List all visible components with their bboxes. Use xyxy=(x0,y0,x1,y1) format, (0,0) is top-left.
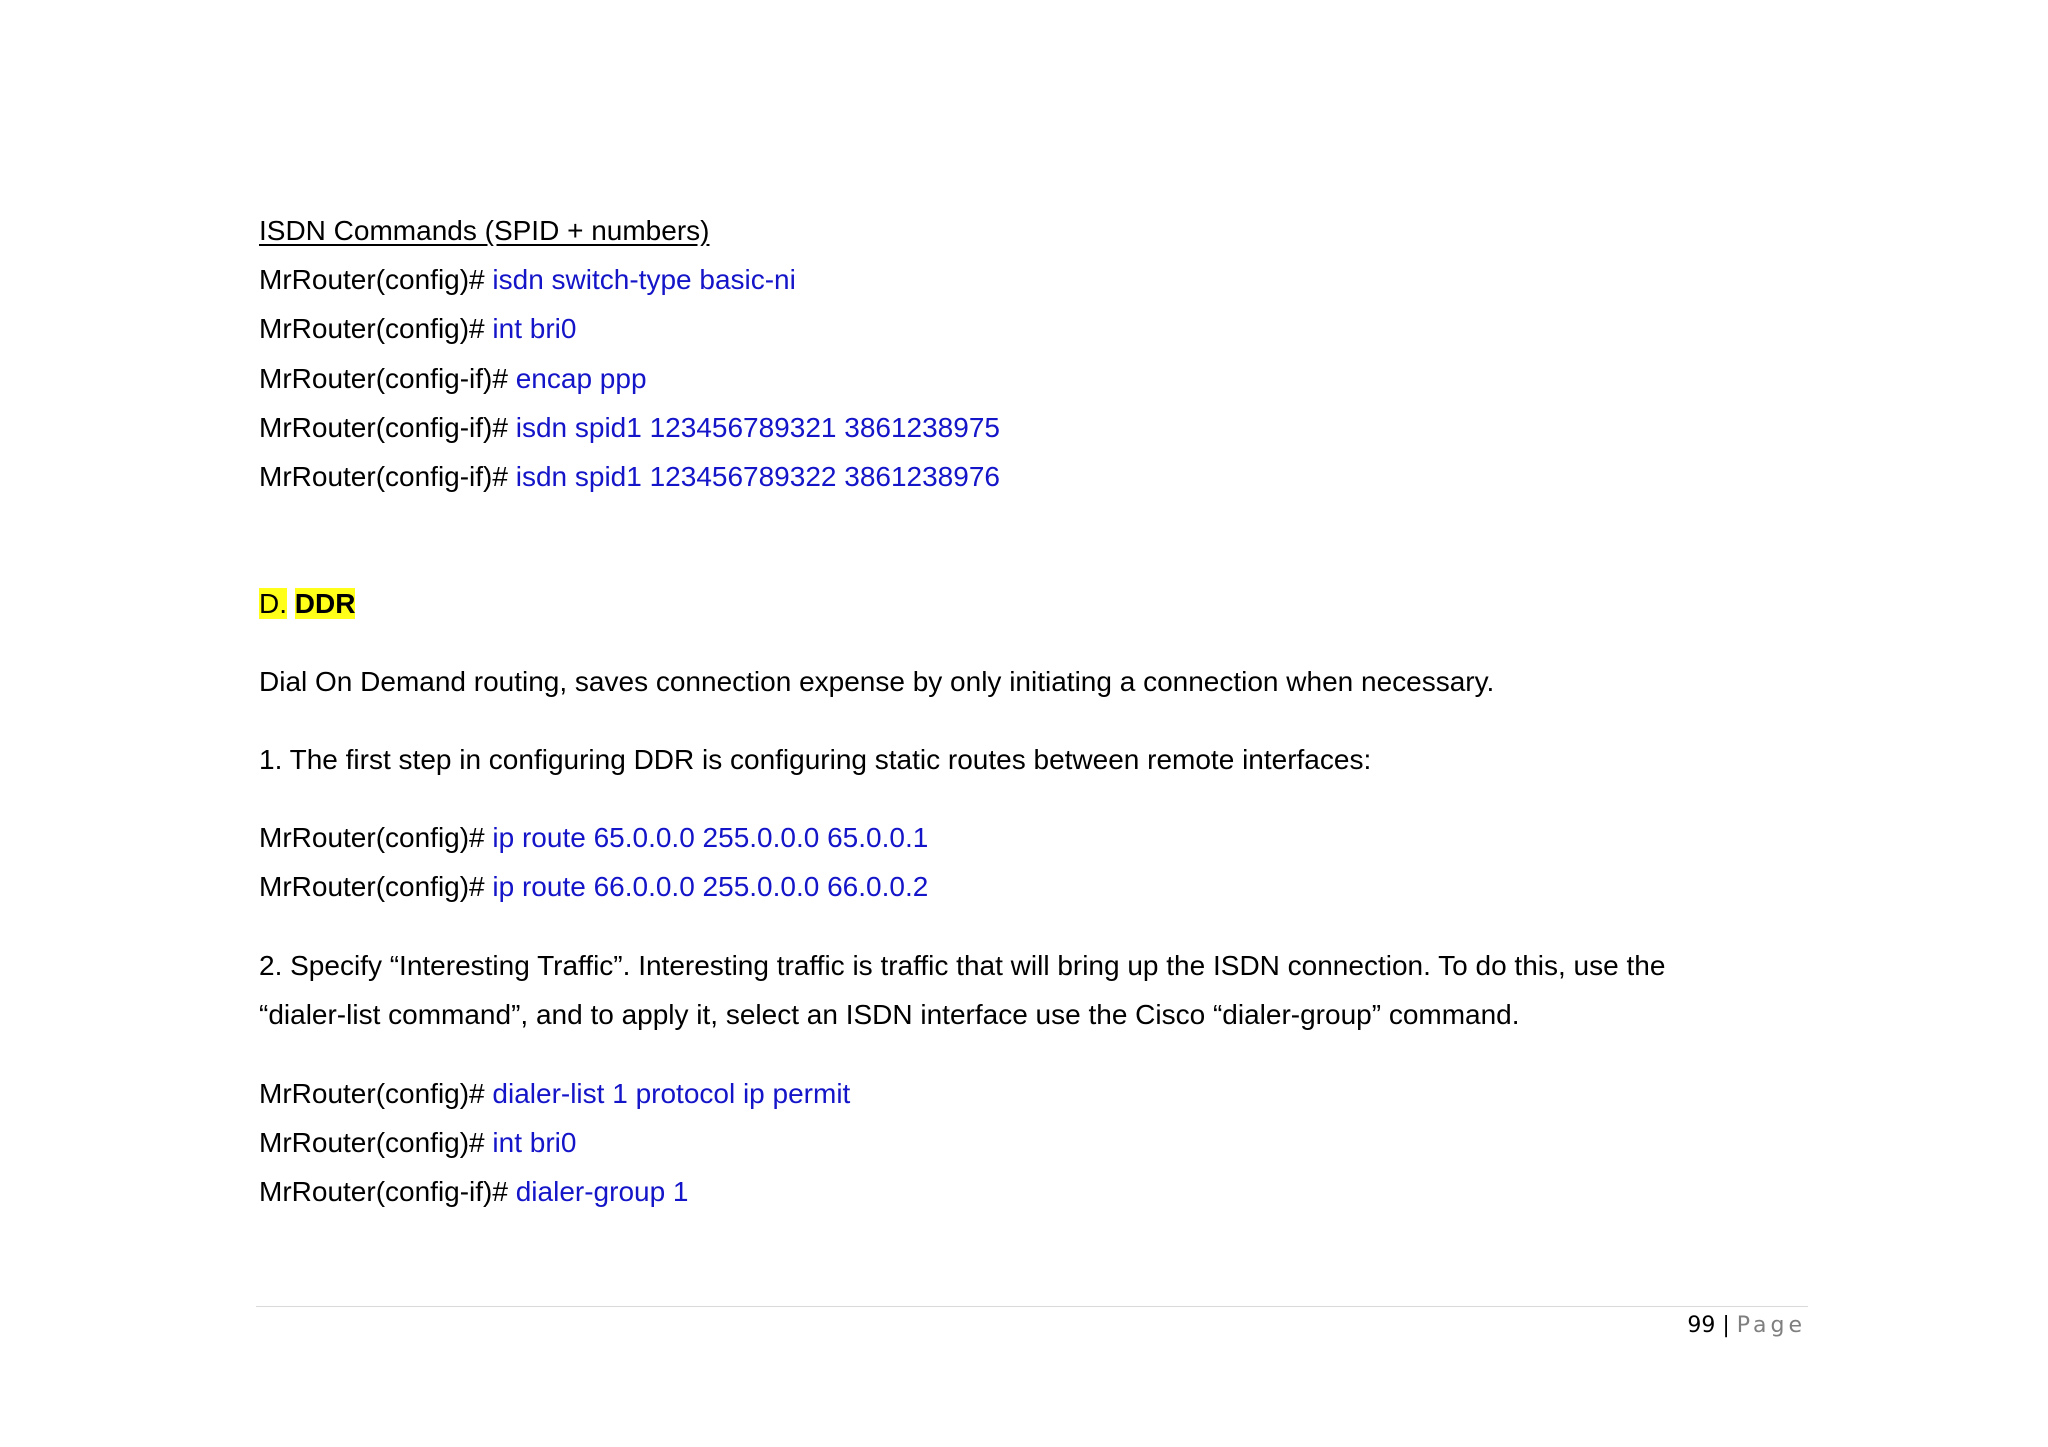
router-prompt: MrRouter(config-if)# xyxy=(259,1176,516,1207)
page-footer xyxy=(1660,1312,1806,1340)
ddr-heading xyxy=(259,587,355,621)
router-prompt: MrRouter(config)# xyxy=(259,871,493,902)
footer-separator: | xyxy=(1715,1313,1737,1338)
router-command: dialer-list 1 protocol ip permit xyxy=(492,1078,851,1109)
isdn-command-line xyxy=(259,411,1000,445)
ddr-command-line xyxy=(259,1077,850,1111)
router-prompt: MrRouter(config)# xyxy=(259,822,493,853)
router-prompt: MrRouter(config)# xyxy=(259,1078,493,1109)
isdn-command-line xyxy=(259,362,647,396)
ddr-command-line xyxy=(259,821,928,855)
router-command: encap ppp xyxy=(515,363,647,394)
footer-divider xyxy=(256,1306,1808,1307)
router-command: int bri0 xyxy=(492,313,577,344)
isdn-command-line xyxy=(259,263,796,297)
router-command: dialer-group 1 xyxy=(515,1176,689,1207)
isdn-command-line xyxy=(259,460,1000,494)
router-prompt: MrRouter(config)# xyxy=(259,264,493,295)
router-command: ip route 65.0.0.0 255.0.0.0 65.0.0.1 xyxy=(492,822,929,853)
router-prompt: MrRouter(config-if)# xyxy=(259,412,516,443)
ddr-command-line xyxy=(259,870,928,904)
router-command: ip route 66.0.0.0 255.0.0.0 66.0.0.2 xyxy=(492,871,929,902)
ddr-intro: Dial On Demand routing, saves connection expense by only initiating a connection when necessary. xyxy=(259,666,1495,697)
ddr-heading-prefix: D. xyxy=(259,588,287,619)
ddr-command-line xyxy=(259,1175,689,1209)
ddr-heading-title: DDR xyxy=(294,588,356,619)
router-command: isdn spid1 123456789321 3861238975 xyxy=(515,412,1000,443)
ddr-step1-text: 1. The first step in configuring DDR is configuring static routes between remote interfaces: xyxy=(259,744,1372,775)
ddr-step2-text-line2: “dialer-list command”, and to apply it, select an ISDN interface use the Cisco “dialer-group” command. xyxy=(259,999,1520,1030)
page-label: Page xyxy=(1736,1313,1806,1338)
router-prompt: MrRouter(config-if)# xyxy=(259,461,516,492)
ddr-command-line xyxy=(259,1126,576,1160)
router-prompt: MrRouter(config-if)# xyxy=(259,363,516,394)
router-command: isdn switch-type basic-ni xyxy=(492,264,796,295)
isdn-heading: ISDN Commands (SPID + numbers) xyxy=(259,215,710,246)
router-prompt: MrRouter(config)# xyxy=(259,1127,493,1158)
isdn-command-line xyxy=(259,312,576,346)
ddr-step2-text-line1: 2. Specify “Interesting Traffic”. Interesting traffic is traffic that will bring up the ISDN connection. To do this, use the xyxy=(259,950,1666,981)
router-command: isdn spid1 123456789322 3861238976 xyxy=(515,461,1000,492)
router-prompt: MrRouter(config)# xyxy=(259,313,493,344)
page-number: 99 xyxy=(1687,1313,1716,1338)
router-command: int bri0 xyxy=(492,1127,577,1158)
